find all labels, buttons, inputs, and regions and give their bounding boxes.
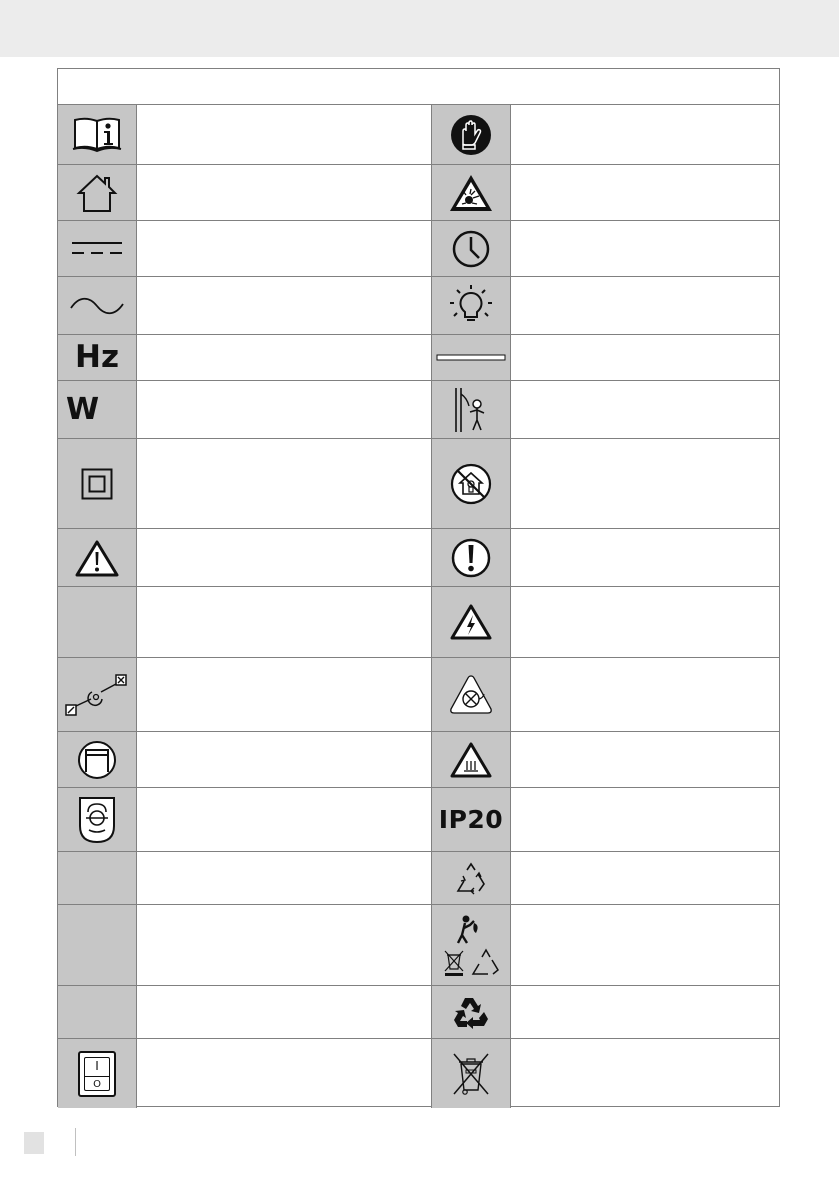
disposal-set-icon xyxy=(440,913,502,977)
icon-cell xyxy=(432,732,511,787)
table-row xyxy=(58,277,779,335)
icon-cell xyxy=(432,277,511,334)
description-cell xyxy=(137,658,432,731)
table-row xyxy=(58,165,779,221)
switch-on-label: I xyxy=(95,1058,99,1073)
symbol-table xyxy=(57,68,780,1107)
description-cell xyxy=(137,335,432,380)
no-indoor-use-icon xyxy=(450,463,492,505)
table-row xyxy=(58,1039,779,1108)
transformer-short-circuit-proof-icon xyxy=(77,740,117,780)
no-cord-wrap-icon xyxy=(448,674,494,716)
polarity-connector-icon xyxy=(64,672,130,718)
description-cell xyxy=(137,732,432,787)
description-cell xyxy=(137,381,432,438)
description-cell xyxy=(511,788,781,851)
table-row xyxy=(58,335,779,381)
icon-cell xyxy=(58,529,137,586)
safety-transformer-icon xyxy=(78,796,116,844)
icon-cell xyxy=(432,529,511,586)
description-cell xyxy=(137,788,432,851)
description-cell xyxy=(511,335,781,380)
icon-cell xyxy=(432,439,511,528)
table-row xyxy=(58,852,779,905)
icon-cell xyxy=(58,986,137,1038)
description-cell xyxy=(511,658,781,731)
description-cell xyxy=(511,852,781,904)
switch-divider xyxy=(85,1076,109,1077)
small-crossed-bin-icon xyxy=(445,951,463,976)
manual-info-icon xyxy=(72,116,122,154)
description-cell xyxy=(137,905,432,985)
table-row xyxy=(58,788,779,852)
alternating-current-icon xyxy=(69,296,125,316)
icon-cell xyxy=(58,852,137,904)
icon-cell xyxy=(58,905,137,985)
wear-gloves-icon xyxy=(450,114,492,156)
description-cell xyxy=(137,1039,432,1108)
clock-icon xyxy=(451,229,491,269)
icon-cell xyxy=(432,852,511,904)
table-row xyxy=(58,905,779,986)
tidyman-icon xyxy=(458,916,478,944)
description-cell xyxy=(511,1039,781,1108)
description-cell xyxy=(137,986,432,1038)
icon-cell xyxy=(432,986,511,1038)
explosion-warning-icon xyxy=(448,173,494,213)
icon-cell xyxy=(432,381,511,438)
icon-cell xyxy=(58,439,137,528)
on-off-switch-icon xyxy=(78,1051,116,1097)
table-row xyxy=(58,658,779,732)
description-cell xyxy=(137,439,432,528)
table-row xyxy=(58,439,779,529)
switch-off-label: O xyxy=(93,1078,101,1090)
mandatory-notice-icon xyxy=(451,538,491,578)
description-cell xyxy=(511,986,781,1038)
description-cell xyxy=(137,221,432,276)
icon-cell xyxy=(432,335,511,380)
top-band xyxy=(0,0,839,57)
icon-cell xyxy=(58,788,137,851)
child-strangle-warning-icon xyxy=(453,386,489,434)
direct-current-icon xyxy=(71,239,123,259)
description-cell xyxy=(511,905,781,985)
switch-rocker xyxy=(84,1057,110,1091)
icon-cell xyxy=(58,165,137,220)
description-cell xyxy=(511,439,781,528)
description-cell xyxy=(511,732,781,787)
light-bulb-icon xyxy=(449,284,493,328)
table-row xyxy=(58,221,779,277)
description-cell xyxy=(511,529,781,586)
table-row xyxy=(58,529,779,587)
icon-cell xyxy=(432,658,511,731)
house-indoor-icon xyxy=(75,173,119,213)
page-number-box xyxy=(24,1132,44,1154)
table-row xyxy=(58,105,779,165)
warning-triangle-icon xyxy=(75,539,119,577)
icon-cell xyxy=(58,1039,137,1108)
electric-shock-warning-icon xyxy=(450,604,492,640)
description-cell xyxy=(511,105,781,164)
hot-surface-warning-icon xyxy=(450,742,492,778)
icon-cell xyxy=(58,732,137,787)
icon-cell xyxy=(432,788,511,851)
line-bar-icon xyxy=(436,354,506,362)
description-cell xyxy=(137,105,432,164)
description-cell xyxy=(511,221,781,276)
description-cell xyxy=(137,587,432,657)
table-row xyxy=(58,732,779,788)
icon-cell xyxy=(58,335,137,380)
hertz-icon: Hz xyxy=(75,339,119,375)
icon-cell xyxy=(58,221,137,276)
footer-divider xyxy=(75,1128,76,1156)
icon-cell xyxy=(432,105,511,164)
icon-cell xyxy=(432,587,511,657)
icon-cell xyxy=(58,105,137,164)
watt-icon: W xyxy=(66,391,100,427)
description-cell xyxy=(511,587,781,657)
description-cell xyxy=(137,529,432,586)
table-row xyxy=(58,986,779,1039)
icon-cell xyxy=(58,381,137,438)
description-cell xyxy=(511,381,781,438)
small-recycling-triangle-icon xyxy=(473,950,498,974)
description-cell xyxy=(137,852,432,904)
protection-class-ii-icon xyxy=(81,468,113,500)
recycling-arrows-icon xyxy=(451,994,491,1030)
table-row xyxy=(58,381,779,439)
icon-cell xyxy=(58,658,137,731)
description-cell xyxy=(511,165,781,220)
icon-cell xyxy=(58,587,137,657)
ip20-icon: IP20 xyxy=(438,805,504,834)
icon-cell xyxy=(432,221,511,276)
icon-cell xyxy=(432,165,511,220)
description-cell xyxy=(511,277,781,334)
description-cell xyxy=(137,277,432,334)
description-cell xyxy=(137,165,432,220)
icon-cell xyxy=(432,1039,511,1108)
icon-cell xyxy=(58,277,137,334)
recycling-triangle-icon xyxy=(454,863,488,893)
crossed-bin-icon xyxy=(451,1052,491,1096)
table-header xyxy=(58,69,779,105)
icon-cell xyxy=(432,905,511,985)
table-row xyxy=(58,587,779,658)
